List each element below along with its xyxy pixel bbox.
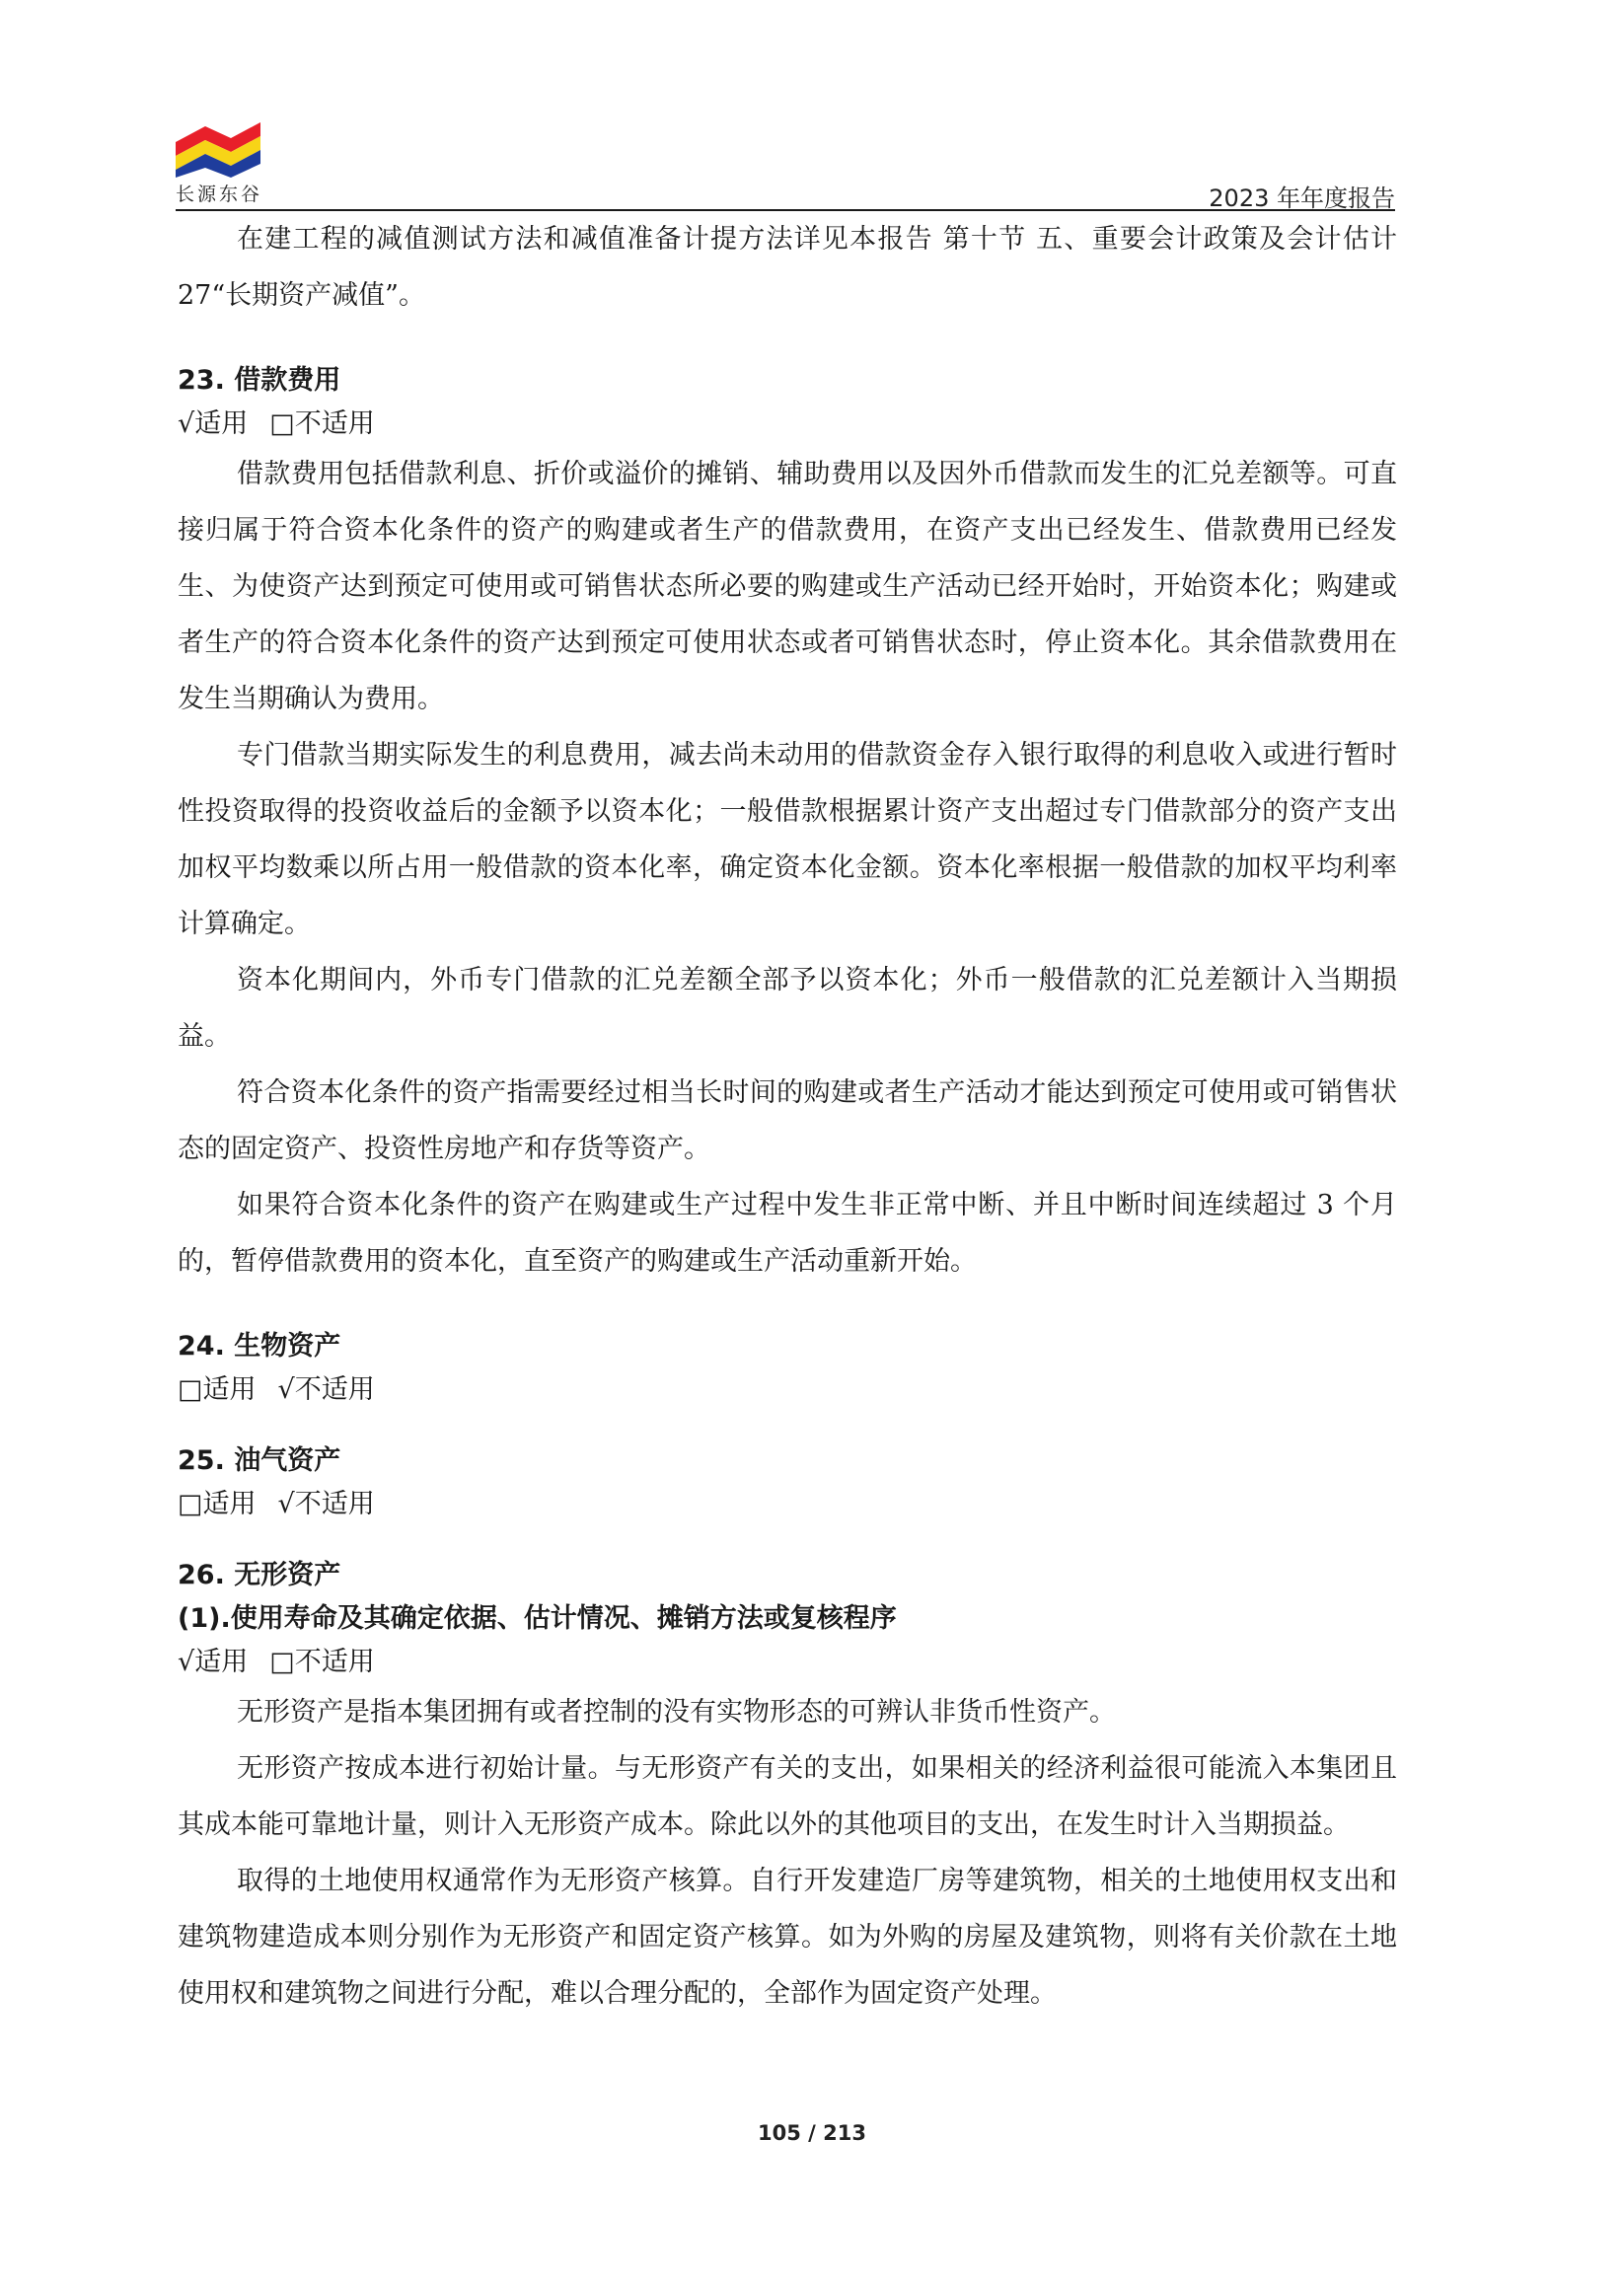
section-23-title: 23. 借款费用 xyxy=(178,365,341,396)
report-title: 2023 年年度报告 xyxy=(1209,184,1395,212)
applicable-option: □适用 xyxy=(178,1374,257,1405)
intro-paragraph: 在建工程的减值测试方法和减值准备计提方法详见本报告 第十节 五、重要会计政策及会计估计 27“长期资产减值”。 xyxy=(178,224,1397,311)
applicable-option: □适用 xyxy=(178,1489,257,1519)
section-25-applicability xyxy=(178,1483,1397,1526)
paragraph: 无形资产是指本集团拥有或者控制的没有实物形态的可辨认非货币性资产。 xyxy=(237,1697,1116,1728)
paragraph: 借款费用包括借款利息、折价或溢价的摊销、辅助费用以及因外币借款而发生的汇兑差额等。可直接归属于符合资本化条件的资产的购建或者生产的借款费用，在资产支出已经发生、借款费用已经发生、为使资产达到预定可使用或可销售状态所必要的购建或生产活动已经开始时，开始资本化；购建或者生产的符合资本化条件的资产达到预定可使用状态或者可销售状态时，停止资本化。其余借款费用在发生当期确认为费用。 xyxy=(178,459,1397,714)
not-applicable-option: √不适用 xyxy=(277,1489,375,1519)
logo-text: 长源东谷 xyxy=(176,184,263,205)
not-applicable-option: □不适用 xyxy=(269,408,375,439)
applicable-option: √适用 xyxy=(178,1647,249,1677)
section-25-title: 25. 油气资产 xyxy=(178,1445,341,1476)
page-number: 105 / 213 xyxy=(758,2121,866,2145)
section-23-applicability xyxy=(178,403,1397,446)
section-26-subtitle: (1).使用寿命及其确定依据、估计情况、摊销方法或复核程序 xyxy=(178,1603,897,1634)
not-applicable-option: √不适用 xyxy=(277,1374,375,1405)
paragraph: 如果符合资本化条件的资产在购建或生产过程中发生非正常中断、并且中断时间连续超过 3 个月的，暂停借款费用的资本化，直至资产的购建或生产活动重新开始。 xyxy=(178,1190,1397,1277)
paragraph: 符合资本化条件的资产指需要经过相当长时间的购建或者生产活动才能达到预定可使用或可销售状态的固定资产、投资性房地产和存货等资产。 xyxy=(178,1077,1397,1164)
paragraph: 专门借款当期实际发生的利息费用，减去尚未动用的借款资金存入银行取得的利息收入或进行暂时性投资取得的投资收益后的金额予以资本化；一般借款根据累计资产支出超过专门借款部分的资产支出加权平均数乘以所占用一般借款的资本化率，确定资本化金额。资本化率根据一般借款的加权平均利率计算确定。 xyxy=(178,740,1397,939)
applicable-option: √适用 xyxy=(178,408,249,439)
paragraph: 取得的土地使用权通常作为无形资产核算。自行开发建造厂房等建筑物，相关的土地使用权支出和建筑物建造成本则分别作为无形资产和固定资产核算。如为外购的房屋及建筑物，则将有关价款在土地使用权和建筑物之间进行分配，难以合理分配的，全部作为固定资产处理。 xyxy=(178,1866,1397,2009)
paragraph: 无形资产按成本进行初始计量。与无形资产有关的支出，如果相关的经济利益很可能流入本集团且其成本能可靠地计量，则计入无形资产成本。除此以外的其他项目的支出，在发生时计入当期损益。 xyxy=(178,1753,1397,1840)
not-applicable-option: □不适用 xyxy=(269,1647,375,1677)
section-24-title: 24. 生物资产 xyxy=(178,1331,341,1362)
section-24-applicability xyxy=(178,1368,1397,1412)
document-body xyxy=(178,211,1397,2022)
paragraph: 资本化期间内，外币专门借款的汇兑差额全部予以资本化；外币一般借款的汇兑差额计入当期损益。 xyxy=(178,965,1397,1052)
section-26-title: 26. 无形资产 xyxy=(178,1560,341,1590)
section-26-applicability xyxy=(178,1641,1397,1684)
